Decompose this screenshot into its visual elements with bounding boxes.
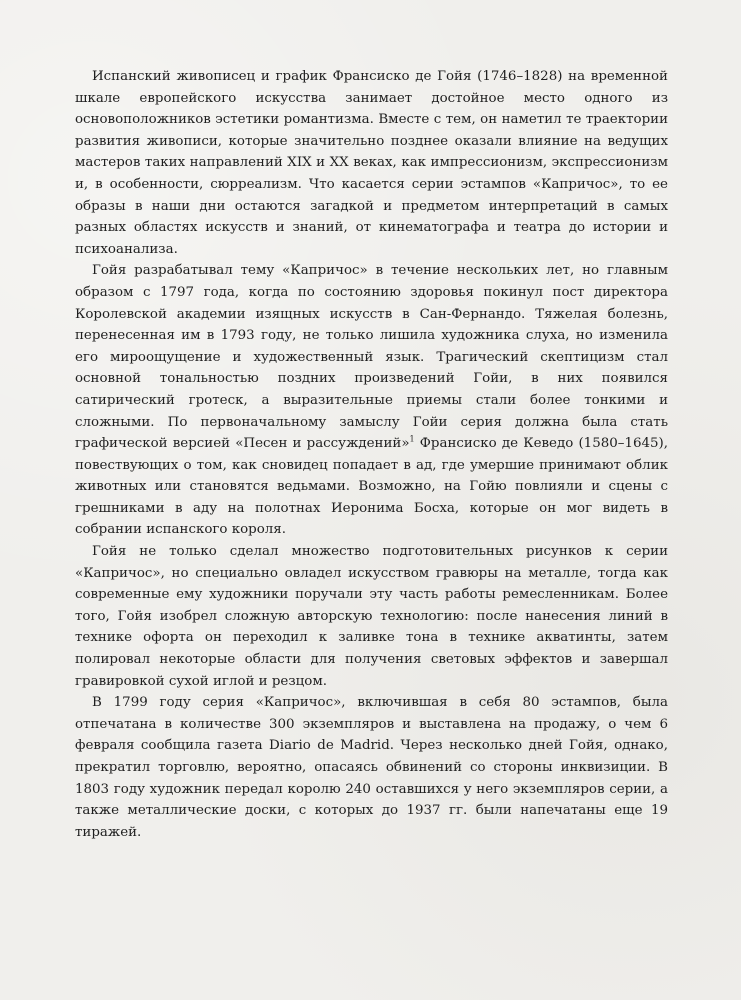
paragraph-1: Испанский живописец и график Франсиско де Гойя (1746–1828) на временной шкале европейского искусства занимает достойное место одного из основоположников эстетики романтизма. Вместе с тем, он наметил те траектории развития живописи, которые значительно позднее оказали влияние на ведущих мастеров таких направлений XIX и XX веках, как импрессионизм, экспрессионизм и, в особенности, сюрреализм. Что касается серии эстампов «Капричос», то ее образы в наши дни остаются загадкой и предметом интерпретаций в самых разных областях искусств и знаний, от кинематографа и театра до истории и психоанализа. [75,69,668,257]
paragraph-3: Гойя не только сделал множество подготовительных рисунков к серии «Капричос», но специально овладел искусством гравюры на металле, тогда как современные ему художники поручали эту часть работы ремесленникам. Более того, Гойя изобрел сложную авторскую технологию: после нанесения линий в технике офорта он переходил к заливке тона в технике акватинты, затем полировал некоторые области для получения световых эффектов и завершал гравировкой сухой иглой и резцом. [75,544,668,689]
body-text [75,66,668,843]
paragraph-4: В 1799 году серия «Капричос», включившая в себя 80 эстампов, была отпечатана в количестве 300 экземпляров и выставлена на продажу, о чем 6 февраля сообщила газета Diario de Madrid. Через несколько дней Гойя, однако, прекратил торговлю, вероятно, опасаясь обвинений со стороны инквизиции. В 1803 году художник передал королю 240 оставшихся у него экземпляров серии, а также металлические доски, с которых до 1937 гг. были напечатаны еще 19 тиражей. [75,695,668,840]
paragraph-2-text-after-footnote: Франсиско де Кеведо (1580–1645), повествующих о том, как сновидец попадает в ад, где умершие принимают облик животных или становятся ведьмами. Возможно, на Гойю повлияли и сцены с грешниками в аду на полотнах Иеронима Босха, которые он мог видеть в собрании испанского короля. [75,436,669,538]
footnote-marker[interactable]: 1 [409,434,415,444]
paragraph-2-text-before-footnote: Гойя разрабатывал тему «Капричос» в течение нескольких лет, но главным образом с 1797 года, когда по состоянию здоровья покинул пост директора Королевской академии изящных искусств в Сан-Фернандо. Тяжелая болезнь, перенесенная им в 1793 году, не только лишила художника слуха, но изменила его мироощущение и художественный язык. Трагический скептицизм стал основной тональностью поздних произведений Гойи, в них появился сатирический гротеск, а выразительные приемы стали более тонкими и сложными. По первоначальному замыслу Гойи серия должна была стать графической версией «Песен и рассуждений» [75,263,668,452]
paragraph-2 [75,260,668,541]
